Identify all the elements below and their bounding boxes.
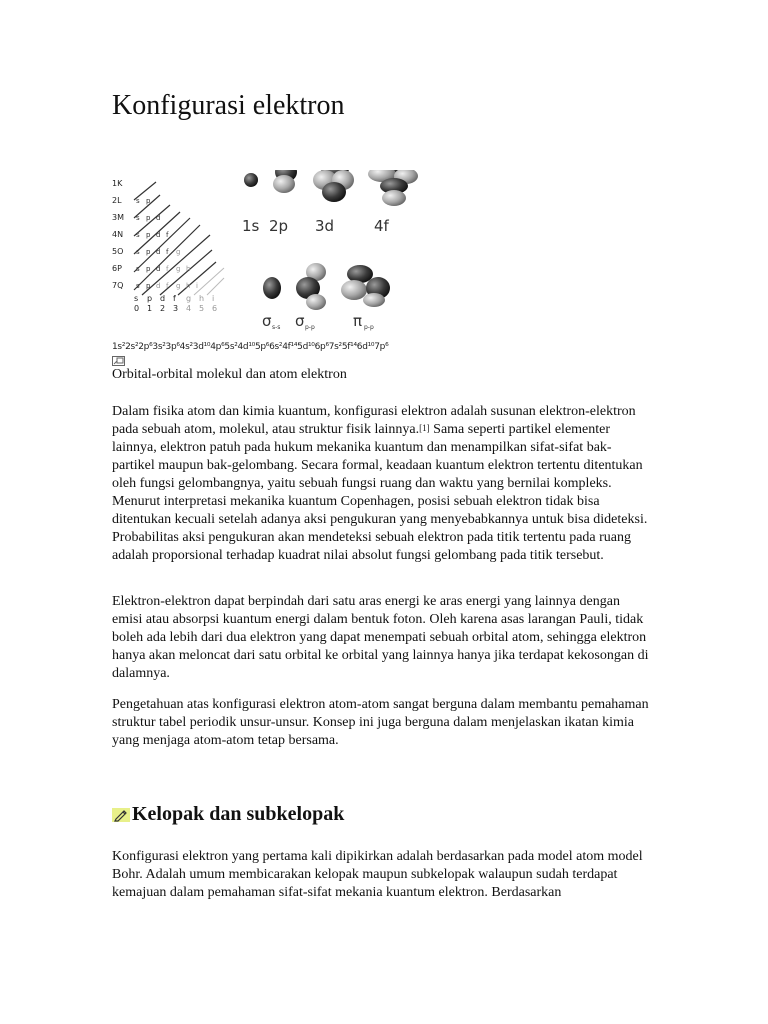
subshell-number: 0 [134, 304, 140, 313]
svg-text:i: i [196, 282, 198, 290]
footnote-ref-link[interactable]: [1] [419, 423, 430, 433]
subshell-label: i [212, 294, 215, 303]
subshell-label: f [173, 294, 176, 303]
svg-text:s: s [136, 248, 140, 256]
shell-label: 2L [112, 196, 122, 205]
subshell-label: h [199, 294, 205, 303]
subshell-label: p [147, 294, 153, 303]
svg-text:d: d [156, 282, 161, 290]
svg-text:s: s [136, 197, 140, 205]
molecular-label: π [353, 312, 363, 330]
svg-text:g: g [176, 265, 181, 273]
svg-text:s: s [136, 265, 140, 273]
svg-text:p: p [146, 265, 151, 273]
aufbau-arrows-faded [194, 268, 224, 295]
shell-label: 5O [112, 247, 124, 256]
molecular-labels [262, 312, 374, 331]
orbital-2p-shape [273, 170, 297, 193]
orbital-label: 2p [269, 217, 289, 235]
orbital-4f-shape [368, 170, 418, 206]
paragraph-4: Konfigurasi elektron yang pertama kali dipikirkan adalah berdasarkan pada model atom model Bohr. Adalah umum membicarakan kelopak maupun subkelopak walaupun sudah terdapat kemajuan dalam pemahaman sifat-sifat mekania kuantum elektron. Berdasarkan [112, 849, 643, 900]
orbital-labels [242, 217, 390, 235]
shell-labels [112, 179, 124, 290]
subshell-number: 2 [160, 304, 166, 313]
svg-text:p: p [146, 214, 151, 222]
subshell-number: 3 [173, 304, 179, 313]
svg-text:d: d [156, 248, 161, 256]
shell-label: 3M [112, 213, 124, 222]
svg-text:h: h [186, 265, 191, 273]
molecular-subscript: p-p [364, 324, 374, 331]
shell-label: 4N [112, 230, 124, 239]
svg-text:s: s [136, 231, 140, 239]
page-title: Konfigurasi elektron [112, 90, 345, 121]
subshell-number: 4 [186, 304, 192, 313]
orbital-label: 3d [315, 217, 335, 235]
subshell-label: g [186, 294, 192, 303]
electron-config-line: 1s²2s²2p⁶3s²3p⁶4s²3d¹⁰4p⁶5s²4d¹⁰5p⁶6s²4f¹⁴5d¹⁰6p⁶7s²5f¹⁴6d¹⁰7p⁶ [112, 342, 389, 352]
paragraph-3: Pengetahuan atas konfigurasi elektron atom-atom sangat berguna dalam membantu pemahaman struktur tabel periodik unsur-unsur. Konsep ini juga berguna dalam menjelaskan ikatan kimia yang menjaga atom-atom tetap bersama. [112, 697, 649, 748]
orbital-figure [112, 170, 452, 370]
subshell-number: 5 [199, 304, 205, 313]
svg-text:h: h [186, 282, 191, 290]
orbital-label: 1s [242, 217, 260, 235]
subshell-label: s [134, 294, 139, 303]
svg-text:f: f [166, 248, 169, 256]
section-heading [112, 803, 344, 826]
orbital-label: 4f [374, 217, 389, 235]
section-heading-text: Kelopak dan subkelopak [132, 803, 345, 825]
paragraph-2: Elektron-elektron dapat berpindah dari satu aras energi ke aras energi yang lainnya dengan emisi atau absorpsi kuantum energi dalam bentuk foton. Oleh karena asas larangan Pauli, tidak boleh ada lebih dari dua elektron yang dapat menempati sebuah orbital atom, sehingga elektron hanya akan meloncat dari satu orbital ke orbital yang lainnya hanya jika terdapat kekosongan di dalamnya. [112, 594, 649, 681]
svg-text:s: s [136, 282, 140, 290]
subshell-label: d [160, 294, 166, 303]
orbital-diagram-image [112, 170, 452, 345]
subshell-number: 1 [147, 304, 153, 313]
svg-text:p: p [146, 231, 151, 239]
shell-label: 1K [112, 179, 123, 188]
magnify-icon[interactable] [112, 356, 125, 366]
shell-label: 7Q [112, 281, 124, 290]
molecular-label: σ [295, 312, 305, 330]
edit-pencil-icon[interactable] [112, 808, 130, 822]
paragraph-1-text-cont: Sama seperti partikel elementer lainnya, elektron patuh pada hukum mekanika kuantum dan menampilkan sifat-sifat bak-partikel maupun bak-gelombang. Secara formal, keadaan kuantum elektron tertentu ditentukan oleh fungsi gelombangnya, yaitu sebuah fungsi ruang dan waktu yang bernilai kompleks. Menurut interpretasi mekanika kuantum Copenhagen, posisi sebuah elektron tidak bisa ditentukan kecuali setelah adanya aksi pengukuran yang menyebabkannya untuk bisa dideteksi. Probabilitas aksi pengukuran akan mendeteksi sebuah elektron pada titik tertentu pada ruang adalah proporsional terhadap kuadrat nilai absolut fungsi gelombang pada titik tersebut. [112, 422, 648, 563]
paragraph-1-text: Dalam fisika atom dan kimia kuantum, konfigurasi elektron adalah susunan elektron-elektron pada sebuah atom, molekul, atau struktur fisik lainnya. [112, 404, 636, 437]
svg-text:g: g [176, 248, 181, 256]
svg-text:p: p [146, 197, 151, 205]
svg-text:p: p [146, 248, 151, 256]
molecular-subscript: p-p [305, 324, 315, 331]
orbital-3d-shape [313, 170, 354, 202]
svg-text:f: f [166, 265, 169, 273]
molecular-sigma-pp-shape [296, 263, 326, 310]
subshell-labels [134, 294, 217, 313]
svg-text:p: p [146, 282, 151, 290]
svg-text:f: f [166, 231, 169, 239]
svg-text:d: d [156, 214, 161, 222]
svg-text:d: d [156, 265, 161, 273]
svg-text:d: d [156, 231, 161, 239]
subshell-number: 6 [212, 304, 218, 313]
shell-label: 6P [112, 264, 122, 273]
paragraph-1 [112, 403, 652, 565]
svg-text:s: s [136, 214, 140, 222]
molecular-subscript: s-s [272, 324, 281, 331]
molecular-label: σ [262, 312, 272, 330]
svg-text:g: g [176, 282, 181, 290]
molecular-sigma-ss-shape [263, 277, 281, 299]
svg-text:f: f [166, 282, 169, 290]
molecular-pi-pp-shape [341, 265, 390, 307]
figure-caption: Orbital-orbital molekul dan atom elektron [112, 367, 347, 382]
orbital-1s-shape [244, 173, 258, 187]
